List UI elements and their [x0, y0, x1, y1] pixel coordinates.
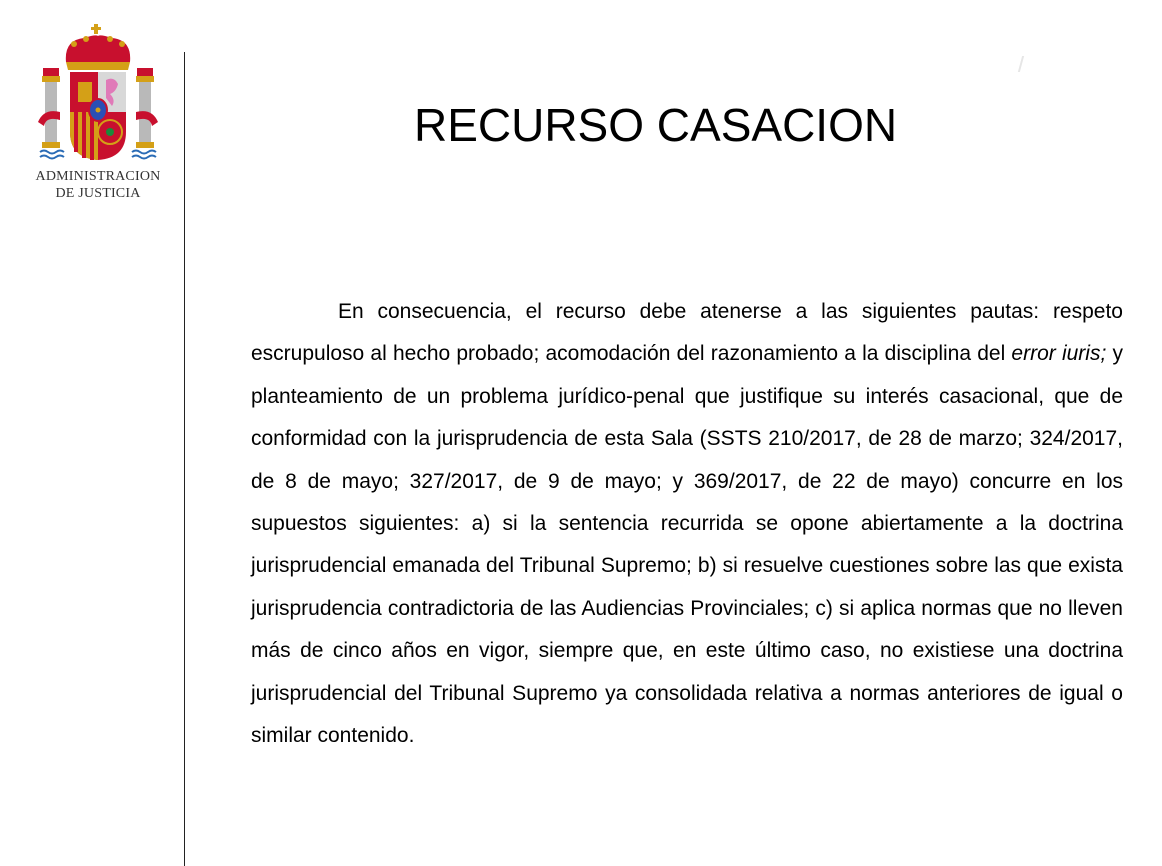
spain-coat-of-arms-icon [34, 22, 162, 164]
paragraph-text-end: y planteamiento de un problema jurídico-penal que justifique su interés casacional, que de conformidad con la jurisprudencia de esta Sala (SSTS 210/2017, de 28 de marzo; 324/2017, de 8 de mayo; 327/2017, de 9 de mayo; y 369/2017, de 22 de mayo) concurre en los supuestos siguientes: a) si la sentencia recurrida se opone abiertamente a la doctrina jurisprudencial emanada del Tribunal Supremo; b) si resuelve cuestiones sobre las que exista jurisprudencia contradictoria de las Audiencias Provinciales; c) si aplica normas que no lleven más de cinco años en vigor, siempre que, en este último caso, no existiese una doctrina jurisprudencial del Tribunal Supremo ya consolidada relativa a normas anteriores de igual o similar contenido. [251, 342, 1123, 748]
vertical-divider [184, 52, 185, 866]
logo-caption-line1: ADMINISTRACION [35, 169, 161, 184]
italic-legal-term: error iuris; [1011, 342, 1107, 366]
administracion-justicia-logo [28, 22, 168, 207]
scan-mark [1018, 56, 1024, 72]
page-title: RECURSO CASACION [414, 99, 898, 151]
paragraph-text-start: En consecuencia, el recurso debe atenerse a las siguientes pautas: respeto escrupuloso al hecho probado; acomodación del razonamiento a la disciplina del [251, 300, 1123, 366]
document-body [251, 291, 1123, 757]
logo-caption [28, 168, 168, 202]
logo-caption-line2: DE JUSTICIA [55, 186, 141, 201]
body-paragraph [251, 291, 1123, 757]
